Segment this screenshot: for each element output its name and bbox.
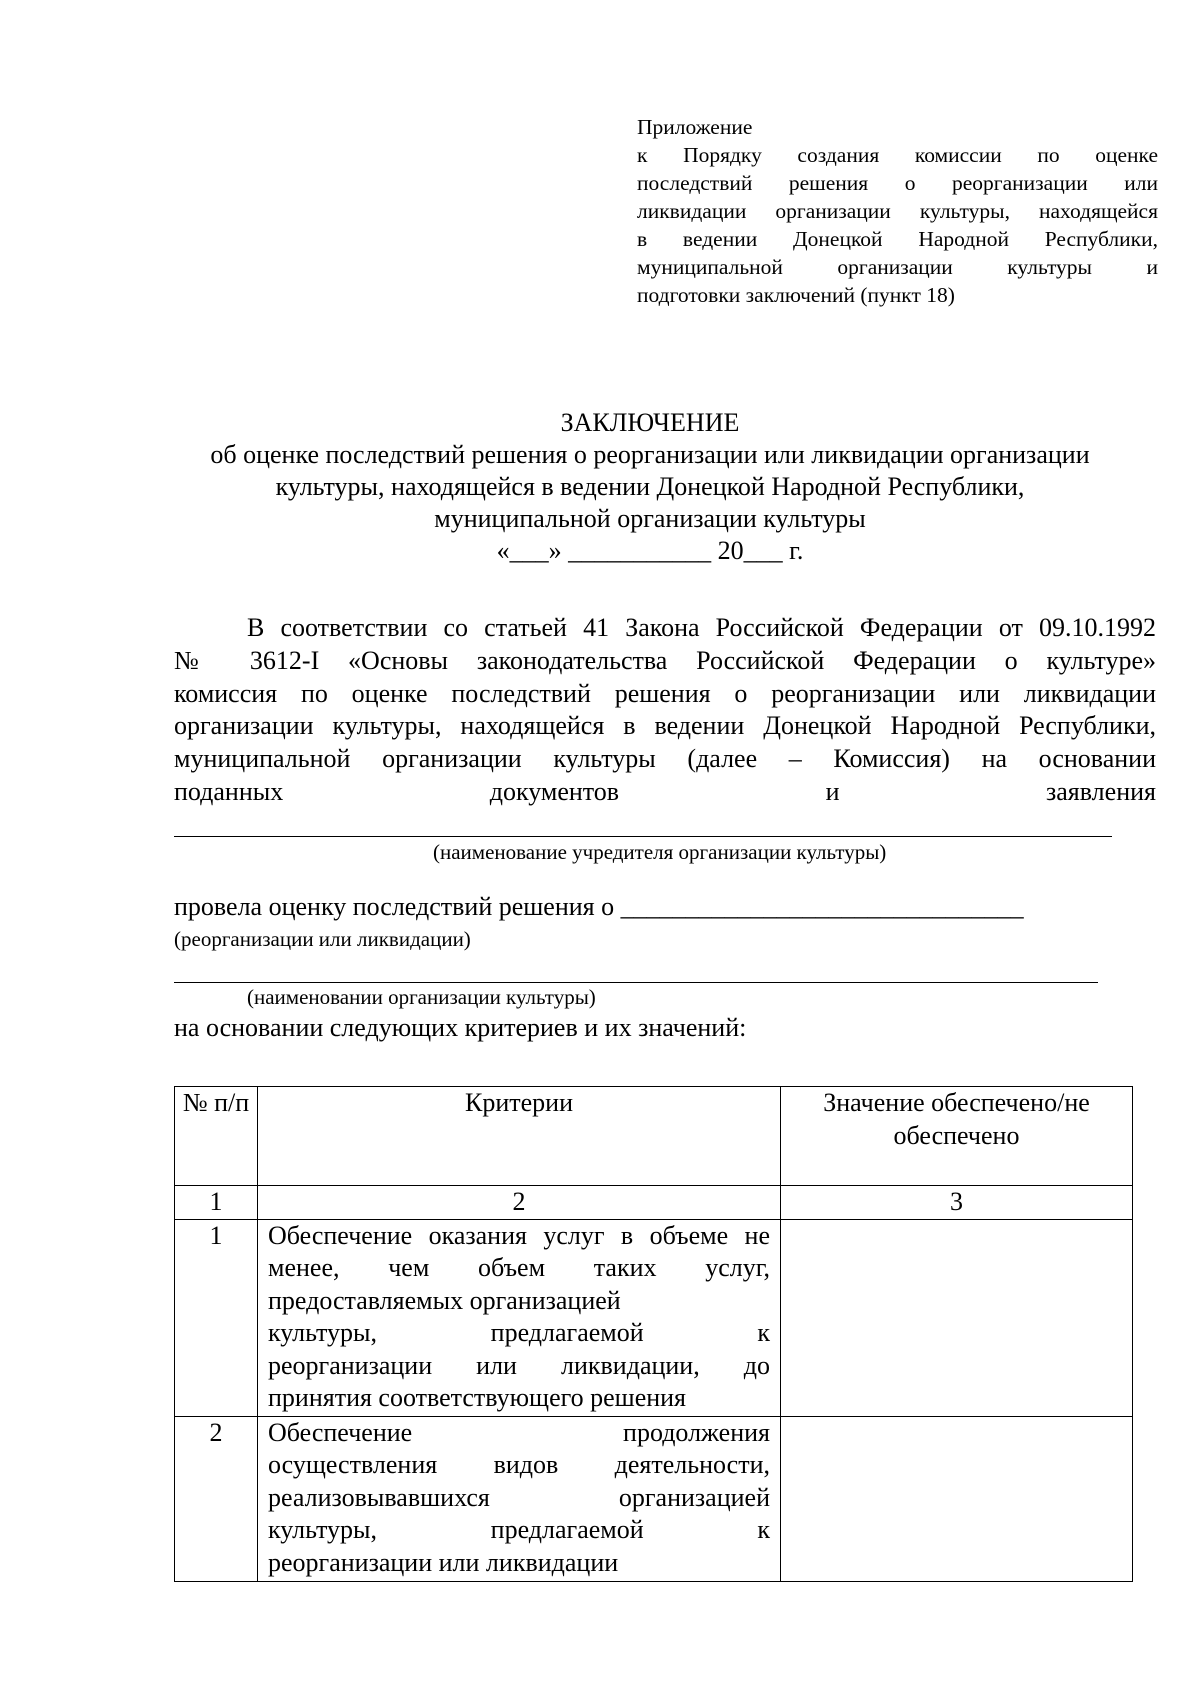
criteria-line: культуры, предлагаемой к (268, 1318, 770, 1347)
value-cell[interactable] (781, 1219, 1133, 1416)
header-num: № п/п (175, 1087, 258, 1186)
appendix-line: к Порядку создания комиссии по оценке (637, 143, 1158, 167)
body-line: комиссия по оценке последствий решения о реорганизации или ликвидации (174, 678, 1156, 708)
org-name-fill-line (174, 982, 1098, 983)
appendix-line: подготовки заключений (пункт 18) (637, 283, 955, 307)
appendix-note (637, 113, 1158, 309)
criteria-line: Обеспечение продолжения (268, 1417, 770, 1447)
criteria-line: реорганизации или ликвидации (268, 1547, 619, 1577)
header-value: Значение обеспечено/не обеспечено (781, 1087, 1133, 1186)
appendix-line: ликвидации организации культуры, находящейся (637, 199, 1158, 223)
row-num: 1 (175, 1219, 258, 1416)
founder-fill-line (174, 836, 1112, 837)
table-header-row (175, 1087, 1133, 1186)
criteria-line: принятия соответствующего решения (268, 1383, 687, 1412)
body-line: поданных документов и заявления (174, 776, 1156, 806)
criteria-line: осуществления видов деятельности, (268, 1450, 770, 1479)
document-subtitle-line: об оценке последствий решения о реорганизации или ликвидации организации (210, 440, 1090, 469)
value-cell[interactable] (781, 1416, 1133, 1581)
document-title-block (150, 407, 1150, 567)
criteria-table (174, 1086, 1133, 1582)
document-subtitle-line: муниципальной организации культуры (434, 504, 866, 533)
header-criteria: Критерии (258, 1087, 781, 1186)
body-paragraph (174, 612, 1156, 809)
criteria-cell (258, 1416, 781, 1581)
reorg-caption: (реорганизации или ликвидации) (174, 927, 471, 951)
criteria-cell (258, 1219, 781, 1416)
column-number: 1 (175, 1186, 258, 1220)
body-line: муниципальной организации культуры (далее – Комиссия) на основании (174, 744, 1156, 774)
criteria-line: культуры, предлагаемой к (268, 1515, 770, 1544)
body-line: № 3612-I «Основы законодательства Российской Федерации о культуре» (174, 645, 1156, 675)
appendix-line: в ведении Донецкой Народной Республики, (637, 227, 1158, 251)
criteria-line: менее, чем объем таких услуг, (268, 1253, 770, 1282)
date-line: «___» ___________ 20___ г. (496, 536, 804, 565)
criteria-line: предоставляемых организацией (268, 1285, 621, 1315)
document-subtitle-line: культуры, находящейся в ведении Донецкой Народной Республики, (275, 472, 1025, 501)
criteria-line: реализовывавшихся организацией (268, 1482, 770, 1512)
document-heading: ЗАКЛЮЧЕНИЕ (560, 408, 740, 437)
assessment-line: провела оценку последствий решения о _______________________________ (174, 892, 1024, 921)
table-row (175, 1219, 1133, 1416)
row-num: 2 (175, 1416, 258, 1581)
org-caption: (наименовании организации культуры) (247, 985, 596, 1009)
appendix-line: муниципальной организации культуры и (637, 255, 1158, 279)
criteria-intro: на основании следующих критериев и их значений: (174, 1013, 747, 1042)
founder-caption: (наименование учредителя организации культуры) (433, 840, 887, 864)
body-line: организации культуры, находящейся в ведении Донецкой Народной Республики, (174, 711, 1156, 741)
appendix-line: последствий решения о реорганизации или (637, 171, 1158, 195)
column-number: 3 (781, 1186, 1133, 1220)
criteria-line: Обеспечение оказания услуг в объеме не (268, 1220, 770, 1250)
table-row (175, 1416, 1133, 1581)
column-number: 2 (258, 1186, 781, 1220)
body-line: В соответствии со статьей 41 Закона Российской Федерации от 09.10.1992 (247, 613, 1156, 642)
criteria-line: реорганизации или ликвидации, до (268, 1350, 770, 1380)
appendix-line: Приложение (637, 115, 753, 139)
column-number-row (175, 1186, 1133, 1220)
